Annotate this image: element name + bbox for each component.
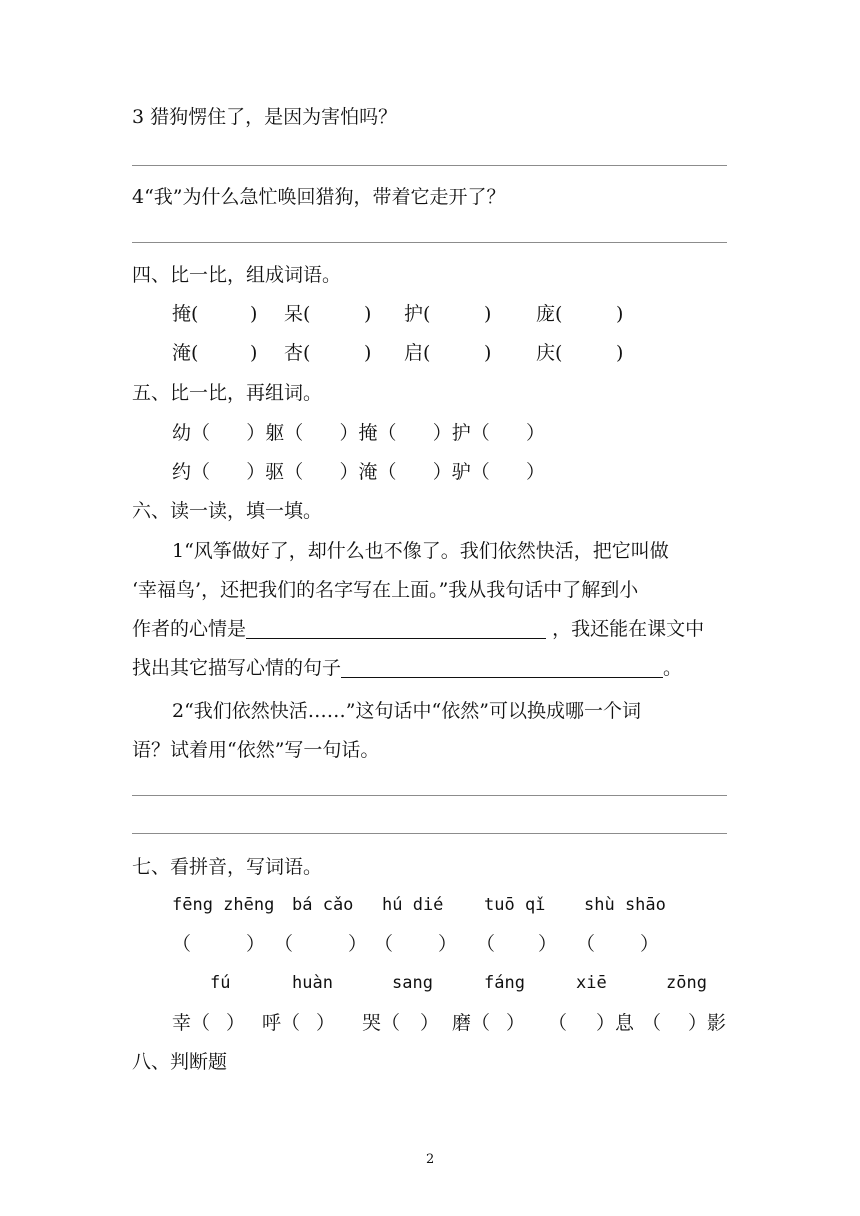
- word-char: 护(: [404, 303, 431, 325]
- section-5-title: 五、比一比，再组词。: [132, 382, 323, 404]
- question-3: 3 猎狗愣住了，是因为害怕吗？: [132, 106, 398, 128]
- answer-line-2: [132, 833, 727, 834]
- paren-close: ）: [348, 933, 368, 955]
- paren-close: ): [484, 303, 492, 325]
- pinyin: bá cǎo: [292, 895, 354, 915]
- paragraph-1-line-4: [132, 659, 682, 678]
- char-item: （: [642, 1012, 662, 1034]
- pinyin: zōng: [666, 973, 707, 993]
- paren-open: （: [476, 933, 496, 955]
- section-5-row-1: 幼（ ）躯（ ）掩（ ）护（ ）: [172, 422, 545, 444]
- pinyin: xiē: [576, 973, 607, 993]
- word-char: 杏(: [284, 342, 311, 364]
- question-4: 4“我”为什么急忙唤回猎狗，带着它走开了？: [132, 186, 506, 208]
- answer-line-q3: [132, 165, 727, 166]
- char-item: ）: [316, 1012, 336, 1034]
- paren-close: ）: [538, 933, 558, 955]
- char-item: 呼（: [262, 1012, 301, 1034]
- paren-open: （: [576, 933, 596, 955]
- line-3-tail: ，我还能在课文中: [552, 618, 705, 640]
- char-item: （: [548, 1012, 568, 1034]
- answer-line-1: [132, 795, 727, 796]
- char-item: ）影: [688, 1012, 727, 1034]
- paragraph-1-line-3: [132, 620, 704, 639]
- section-6-title: 六、读一读，填一填。: [132, 500, 323, 522]
- line-4-text: 找出其它描写心情的句子: [132, 657, 342, 679]
- fill-blank-sentence[interactable]: [341, 659, 663, 678]
- pinyin: huàn: [292, 973, 333, 993]
- pinyin: fáng: [484, 973, 525, 993]
- section-4-title: 四、比一比，组成词语。: [132, 264, 342, 286]
- char-item: ）: [226, 1012, 246, 1034]
- word-char: 掩(: [172, 303, 199, 325]
- paren-close: ): [250, 303, 258, 325]
- pinyin: tuō qǐ: [484, 895, 546, 915]
- paragraph-1-line-2: ‘幸福鸟’，还把我们的名字写在上面。”我从我句话中了解到小: [132, 579, 639, 601]
- paren-close: ): [364, 303, 372, 325]
- char-item: ）: [506, 1012, 526, 1034]
- paren-close: ）: [246, 933, 266, 955]
- paragraph-2-line-1: 2“我们依然快活……”这句话中“依然”可以换成哪一个词: [172, 700, 641, 722]
- paren-close: ): [616, 342, 624, 364]
- paren-close: ): [250, 342, 258, 364]
- paren-close: ): [484, 342, 492, 364]
- section-7-title: 七、看拼音，写词语。: [132, 856, 323, 878]
- word-char: 启(: [404, 342, 431, 364]
- paren-open: （: [274, 933, 294, 955]
- word-char: 呆(: [284, 303, 311, 325]
- paren-close: ): [364, 342, 372, 364]
- word-char: 淹(: [172, 342, 199, 364]
- pinyin: fú: [210, 973, 231, 993]
- char-item: ）: [420, 1012, 440, 1034]
- fill-blank-mood[interactable]: [246, 620, 546, 639]
- answer-line-q4: [132, 242, 727, 243]
- pinyin: shù shāo: [584, 895, 666, 915]
- pinyin: fēng zhēng: [172, 895, 275, 915]
- char-item: ）息: [596, 1012, 635, 1034]
- line-3-text: 作者的心情是: [132, 618, 247, 640]
- line-4-end: 。: [663, 657, 683, 679]
- pinyin: sang: [392, 973, 433, 993]
- char-item: 幸（: [172, 1012, 211, 1034]
- paragraph-2-line-2: 语？试着用“依然”写一句话。: [132, 739, 380, 761]
- char-item: 哭（: [362, 1012, 401, 1034]
- paren-close: ）: [438, 933, 458, 955]
- paren-open: （: [374, 933, 394, 955]
- char-item: 磨（: [452, 1012, 491, 1034]
- word-char: 庆(: [536, 342, 563, 364]
- page-number: 2: [426, 1152, 435, 1167]
- section-5-row-2: 约（ ）驱（ ）淹（ ）驴（ ）: [172, 461, 545, 483]
- word-char: 庞(: [536, 303, 563, 325]
- paren-close: ): [616, 303, 624, 325]
- paren-open: （: [172, 933, 192, 955]
- section-8-title: 八、判断题: [132, 1051, 228, 1073]
- pinyin: hú dié: [382, 895, 444, 915]
- paren-close: ）: [640, 933, 660, 955]
- paragraph-1-line-1: 1“风筝做好了，却什么也不像了。我们依然快活，把它叫做: [172, 540, 669, 562]
